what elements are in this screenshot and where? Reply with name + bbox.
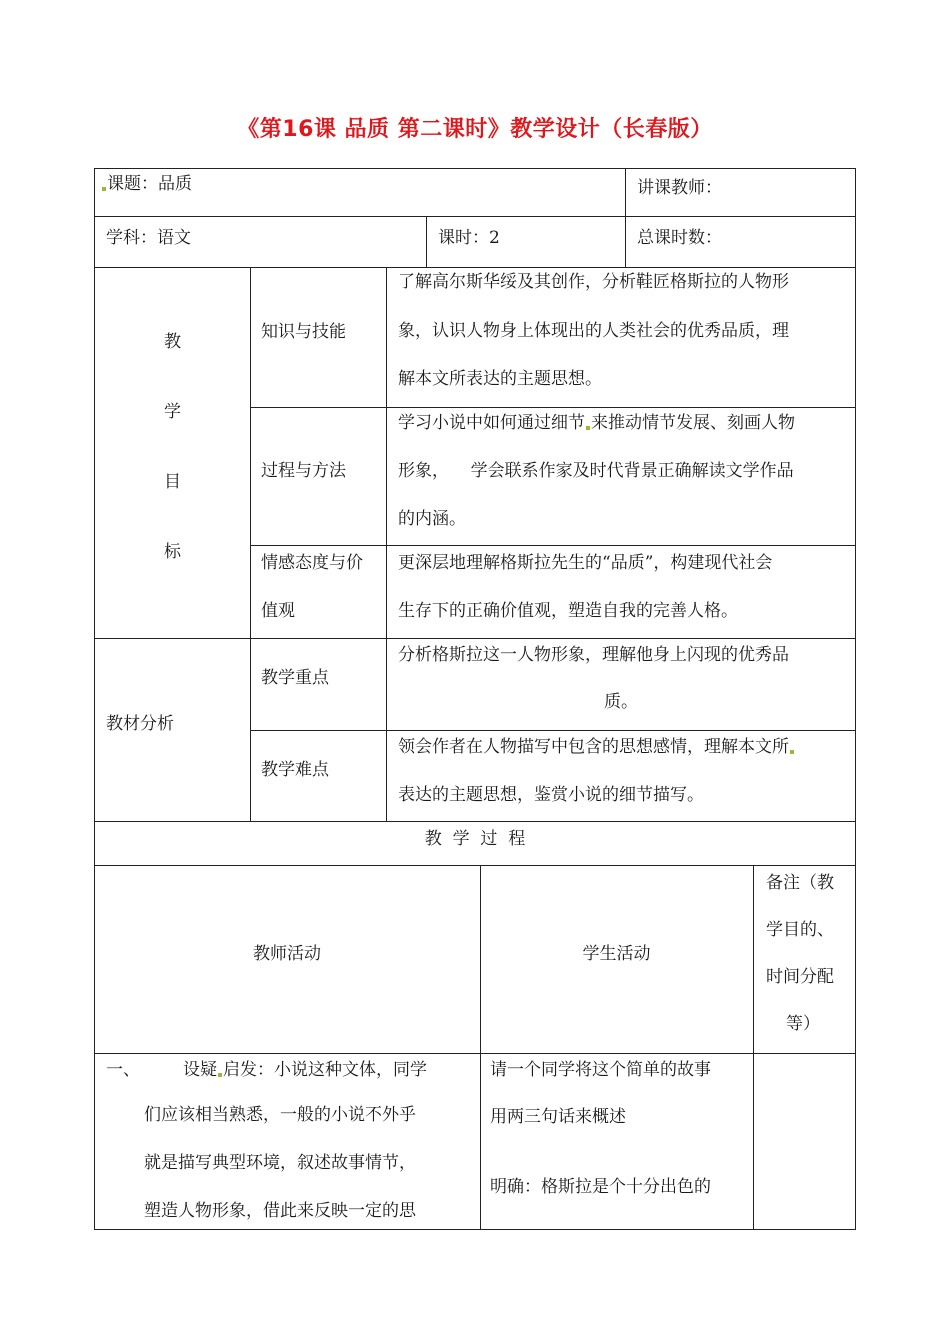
total-periods-cell: 总课时数： bbox=[637, 228, 722, 248]
goals-label-char: 教 bbox=[164, 332, 181, 352]
goal-knowledge-label: 知识与技能 bbox=[261, 322, 346, 342]
process-heading: 教 学 过 程 bbox=[424, 829, 526, 849]
teacher-cell: 讲课教师： bbox=[637, 178, 722, 198]
subject-cell: 学科：语文 bbox=[106, 228, 191, 248]
topic-cell bbox=[102, 172, 192, 196]
analysis-label: 教材分析 bbox=[106, 714, 174, 734]
goal-method-label: 过程与方法 bbox=[261, 461, 346, 481]
topic-label: 课题：品质 bbox=[107, 174, 192, 194]
teacher-activity-header: 教师活动 bbox=[253, 944, 321, 964]
document-title: 《第16课 品质 第二课时》教学设计（长春版） bbox=[237, 117, 713, 142]
goals-label-char: 学 bbox=[164, 402, 181, 422]
difficult-points-label: 教学难点 bbox=[261, 760, 329, 780]
period-cell: 课时：2 bbox=[438, 228, 500, 248]
student-activity-header: 学生活动 bbox=[582, 944, 651, 964]
goals-label-char: 目 bbox=[164, 472, 181, 492]
goals-label-char: 标 bbox=[164, 542, 181, 562]
key-points-label: 教学重点 bbox=[261, 668, 329, 688]
